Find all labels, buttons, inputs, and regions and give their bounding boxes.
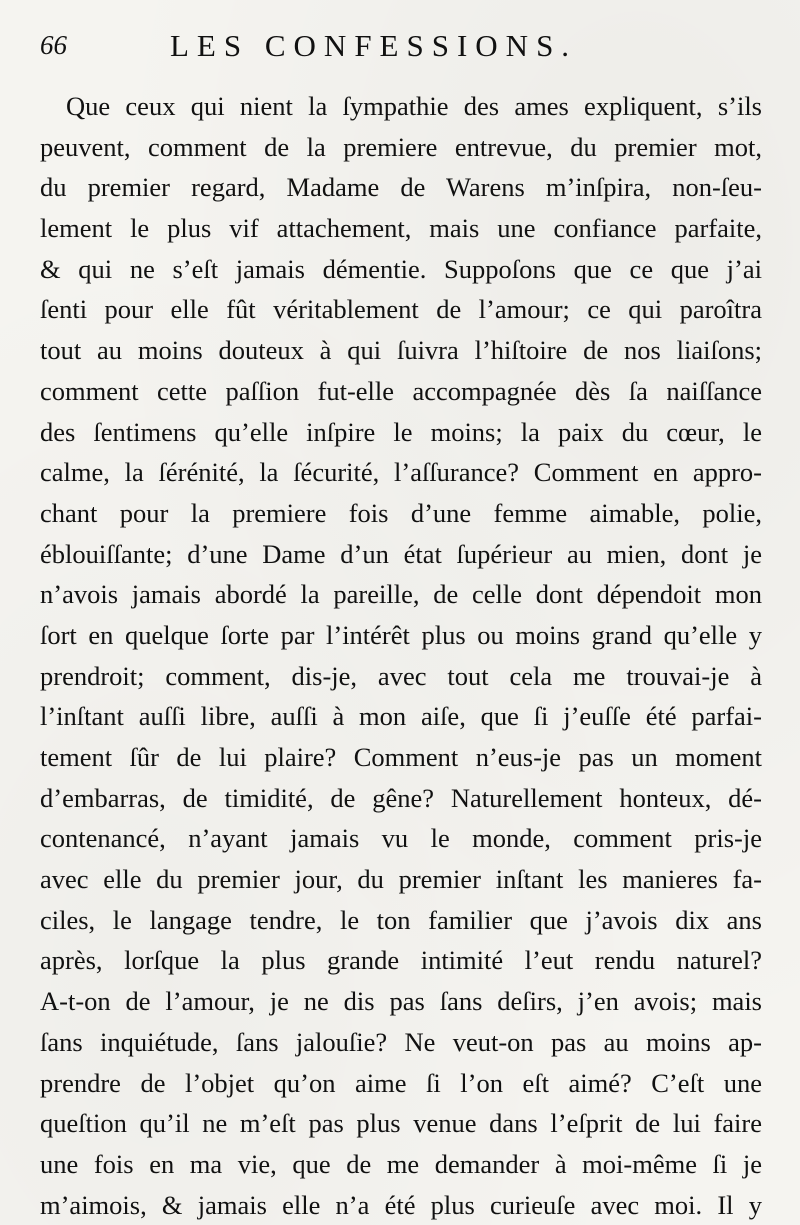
text-line: contenancé, n’ayant jamais vu le monde, comment pris-je <box>40 823 762 854</box>
text-line: tout au moins douteux à qui ſuivra l’hiſtoire de nos liaiſons; <box>40 335 762 366</box>
text-line: ſans inquiétude, ſans jalouſie? Ne veut-on pas au moins ap- <box>40 1026 762 1057</box>
text-line: ciles, le langage tendre, le ton familier que j’avois dix ans <box>40 904 762 935</box>
text-line: calme, la ſérénité, la ſécurité, l’aſſurance? Comment en appro- <box>40 457 762 488</box>
text-line: ſenti pour elle fût véritablement de l’amour; ce qui paroîtra <box>40 294 762 325</box>
body-text <box>40 86 762 1225</box>
text-line: ſort en quelque ſorte par l’intérêt plus ou moins grand qu’elle y <box>40 619 762 650</box>
text-line: l’inſtant auſſi libre, auſſi à mon aiſe, que ſi j’euſſe été parfai- <box>40 701 762 732</box>
text-line: & qui ne s’eſt jamais démentie. Suppoſons que ce que j’ai <box>40 253 762 284</box>
text-line: une fois en ma vie, que de me demander à moi-même ſi je <box>40 1148 762 1179</box>
text-line: prendre de l’objet qu’on aime ſi l’on eſt aimé? C’eſt une <box>40 1067 762 1098</box>
text-line: tement ſûr de lui plaire? Comment n’eus-je pas un moment <box>40 742 762 772</box>
text-line: peuvent, comment de la premiere entrevue, du premier mot, <box>40 131 762 162</box>
text-line: queſtion qu’il ne m’eſt pas plus venue dans l’eſprit de lui faire <box>40 1108 762 1139</box>
running-title: LES CONFESSIONS. <box>170 28 578 63</box>
text-line: du premier regard, Madame de Warens m’inſpira, non-ſeu- <box>40 172 762 203</box>
text-line: d’embarras, de timidité, de gêne? Naturellement honteux, dé- <box>40 782 762 813</box>
text-line: chant pour la premiere fois d’une femme aimable, polie, <box>40 497 762 528</box>
text-line: après, lorſque la plus grande intimité l’eut rendu naturel? <box>40 945 762 976</box>
text-line: Que ceux qui nient la ſympathie des ames expliquent, s’ils <box>66 91 762 121</box>
page-number: 66 <box>40 30 67 60</box>
text-line: lement le plus vif attachement, mais une confiance parfaite, <box>40 213 762 244</box>
text-line: éblouiſſante; d’une Dame d’un état ſupérieur au mien, dont je <box>40 538 762 569</box>
page-header <box>40 26 760 66</box>
text-line: n’avois jamais abordé la pareille, de celle dont dépendoit mon <box>40 579 762 610</box>
text-line: A-t-on de l’amour, je ne dis pas ſans deſirs, j’en avois; mais <box>40 986 762 1017</box>
text-line: des ſentimens qu’elle inſpire le moins; la paix du cœur, le <box>40 416 762 447</box>
text-line: m’aimois, & jamais elle n’a été plus curieuſe avec moi. Il y <box>40 1189 762 1220</box>
text-line: comment cette paſſion fut-elle accompagnée dès ſa naiſſance <box>40 375 762 406</box>
text-line: avec elle du premier jour, du premier inſtant les manieres fa- <box>40 864 762 895</box>
text-line: prendroit; comment, dis-je, avec tout cela me trouvai-je à <box>40 660 762 691</box>
